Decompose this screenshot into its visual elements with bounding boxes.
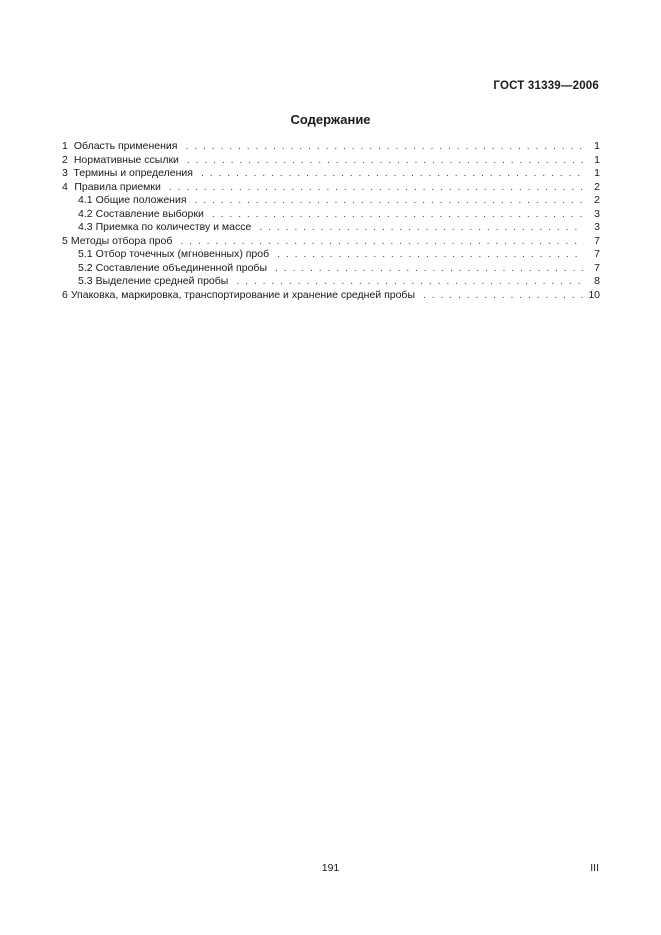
toc-entry[interactable] xyxy=(62,248,600,262)
toc-entry-page: 8 xyxy=(594,275,600,287)
toc-entry-page: 2 xyxy=(594,194,600,206)
toc-entry[interactable] xyxy=(62,235,600,249)
toc-entry-title: Составление объединенной пробы xyxy=(95,261,267,274)
toc-entry-title: Термины и определения xyxy=(73,167,193,179)
toc-entry-title: Приемка по количеству и массе xyxy=(95,221,252,233)
toc-leader-dots xyxy=(169,181,584,195)
toc-entry-page: 2 xyxy=(594,180,600,193)
toc-entry[interactable] xyxy=(62,275,600,289)
toc-entry[interactable] xyxy=(62,262,600,276)
toc-entry-number: 4 xyxy=(62,180,68,193)
toc-title: Содержание xyxy=(290,112,371,127)
toc-leader-dots xyxy=(180,235,584,249)
toc-entry[interactable] xyxy=(62,194,600,208)
toc-entry-page: 3 xyxy=(594,221,600,233)
toc-entry-number: 4.2 xyxy=(78,207,93,220)
toc-entry[interactable] xyxy=(62,181,600,195)
toc-entry[interactable] xyxy=(62,167,600,181)
toc-entry-number: 5 xyxy=(62,234,68,247)
toc-leader-dots xyxy=(275,262,584,276)
page-number: 191 xyxy=(321,862,340,874)
toc-entry[interactable] xyxy=(62,208,600,222)
toc-entry-title: Методы отбора проб xyxy=(70,234,173,247)
toc-entry-number: 5.3 xyxy=(78,275,93,287)
toc-entry-title: Составление выборки xyxy=(95,207,204,220)
toc-entry-page: 7 xyxy=(594,234,600,247)
toc-entry-title: Правила приемки xyxy=(74,180,161,193)
toc-entry-title: Выделение средней пробы xyxy=(95,275,229,287)
toc-leader-dots xyxy=(212,208,584,222)
toc-leader-dots xyxy=(195,194,584,208)
toc-entry-number: 5.1 xyxy=(78,248,93,260)
table-of-contents xyxy=(62,140,600,302)
toc-entry-number: 6 xyxy=(62,288,68,301)
toc-leader-dots xyxy=(201,167,584,181)
toc-entry[interactable] xyxy=(62,289,600,303)
toc-leader-dots xyxy=(187,154,584,168)
toc-entry[interactable] xyxy=(62,140,600,154)
toc-leader-dots xyxy=(277,248,584,262)
document-id: ГОСТ 31339—2006 xyxy=(493,80,599,92)
toc-leader-dots xyxy=(185,140,584,154)
toc-entry-number: 4.3 xyxy=(78,221,93,233)
toc-entry-number: 2 xyxy=(62,153,68,166)
toc-entry-number: 3 xyxy=(62,167,68,179)
toc-entry-page: 1 xyxy=(594,140,600,152)
toc-leader-dots xyxy=(423,289,584,303)
toc-leader-dots xyxy=(236,275,584,289)
toc-leader-dots xyxy=(259,221,584,235)
toc-entry-page: 7 xyxy=(594,261,600,274)
toc-entry-number: 1 xyxy=(62,140,68,152)
toc-entry-page: 7 xyxy=(594,248,600,260)
toc-entry-title: Общие положения xyxy=(95,194,187,206)
toc-entry-page: 10 xyxy=(588,288,600,301)
toc-entry-page: 1 xyxy=(594,167,600,179)
toc-entry-title: Область применения xyxy=(73,140,178,152)
toc-entry-title: Упаковка, маркировка, транспортирование и хранение средней пробы xyxy=(70,288,415,301)
toc-entry[interactable] xyxy=(62,221,600,235)
toc-entry-title: Отбор точечных (мгновенных) проб xyxy=(95,248,270,260)
toc-entry[interactable] xyxy=(62,154,600,168)
roman-page-number: III xyxy=(590,862,599,874)
toc-entry-page: 3 xyxy=(594,207,600,220)
toc-entry-number: 5.2 xyxy=(78,261,93,274)
toc-entry-number: 4.1 xyxy=(78,194,93,206)
toc-entry-page: 1 xyxy=(594,153,600,166)
toc-entry-title: Нормативные ссылки xyxy=(73,153,179,166)
